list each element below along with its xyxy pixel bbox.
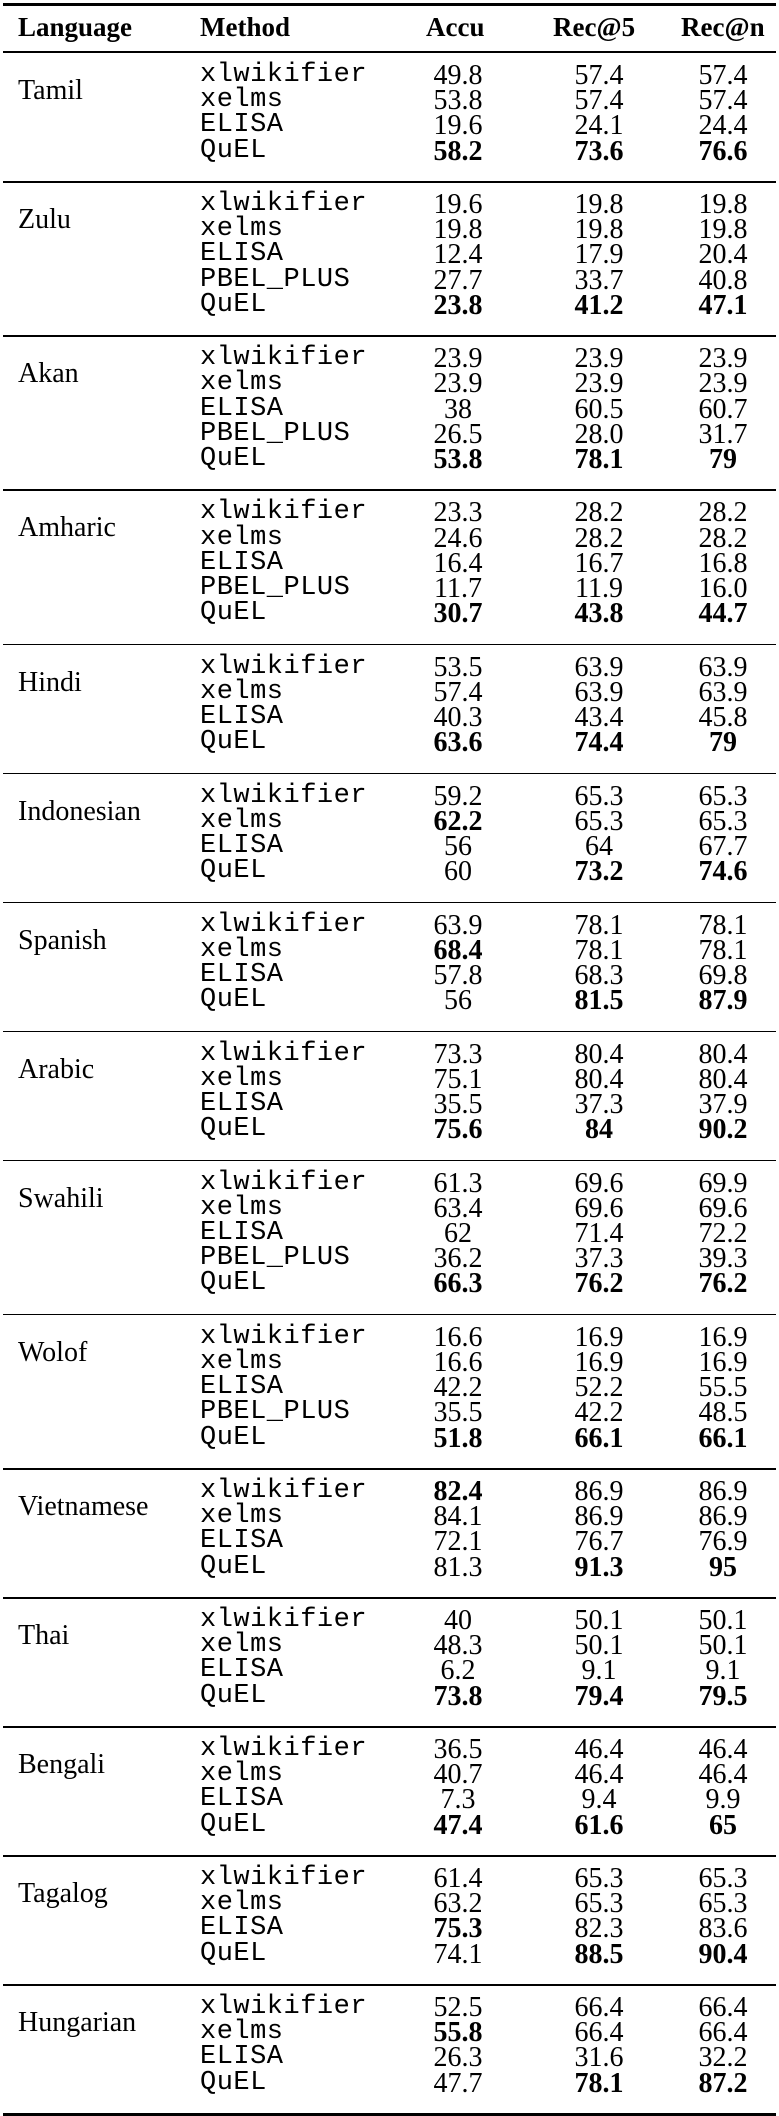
accu-cell: 16.6: [433, 1347, 483, 1378]
accu-cell: 75.1: [433, 1063, 483, 1095]
rec5-cell: 9.4: [581, 1784, 617, 1816]
accu-cell: 84.1: [433, 1501, 483, 1533]
method-cell: ELISA: [200, 239, 284, 270]
recn-cell: 80.4: [698, 1038, 748, 1070]
accu-cell: 16.4: [433, 547, 483, 579]
rec5-cell: 37.3: [574, 1243, 624, 1275]
method-cell: ELISA: [200, 1913, 284, 1944]
accu-cell: 51.8: [433, 1422, 483, 1454]
method-cell: xelms: [200, 85, 284, 116]
rec5-cell: 73.2: [574, 856, 624, 888]
accu-cell: 19.8: [433, 214, 483, 246]
accu-cell: 57.4: [433, 676, 483, 708]
language-label: Indonesian: [18, 795, 141, 827]
rec5-cell: 50.1: [574, 1605, 624, 1636]
top-rule: [3, 3, 776, 6]
method-cell: ELISA: [200, 1526, 284, 1557]
recn-cell: 16.0: [698, 573, 748, 604]
group-rule: [3, 1984, 776, 1986]
recn-cell: 57.4: [698, 60, 748, 91]
rec5-cell: 46.4: [574, 1734, 624, 1765]
method-cell: xlwikifier: [200, 60, 368, 90]
group-rule: [3, 181, 776, 183]
method-cell: xlwikifier: [200, 1476, 368, 1506]
method-cell: QuEL: [200, 135, 267, 166]
recn-cell: 37.9: [698, 1089, 748, 1120]
method-cell: QuEL: [200, 1268, 267, 1299]
rec5-cell: 78.1: [574, 2067, 624, 2099]
rec5-cell: 68.3: [574, 960, 624, 991]
recn-cell: 39.3: [698, 1243, 748, 1275]
rec5-cell: 9.1: [581, 1655, 617, 1687]
accu-cell: 62: [444, 1218, 472, 1249]
method-cell: xelms: [200, 676, 284, 707]
method-cell: QuEL: [200, 1938, 267, 1969]
recn-cell: 63.9: [698, 676, 748, 708]
accu-cell: 48.3: [433, 1630, 483, 1662]
language-label: Tamil: [18, 75, 83, 106]
accu-cell: 26.3: [433, 2042, 483, 2074]
language-label: Wolof: [18, 1336, 88, 1368]
recn-cell: 87.9: [698, 985, 748, 1017]
accu-cell: 68.4: [433, 934, 483, 966]
method-cell: QuEL: [200, 2067, 267, 2098]
method-cell: QuEL: [200, 1680, 267, 1711]
recn-cell: 76.6: [698, 135, 748, 167]
accu-cell: 47.4: [433, 1809, 483, 1841]
recn-cell: 16.9: [698, 1321, 748, 1353]
recn-cell: 66.1: [698, 1422, 748, 1454]
recn-cell: 31.7: [698, 418, 748, 450]
accu-cell: 42.2: [433, 1372, 483, 1404]
method-cell: xlwikifier: [200, 1863, 368, 1893]
method-cell: QuEL: [200, 856, 267, 887]
method-cell: xelms: [200, 805, 284, 836]
accu-cell: 23.3: [433, 497, 483, 529]
group-rule: [3, 902, 776, 904]
group-rule: [3, 335, 776, 337]
rec5-cell: 82.3: [574, 1913, 624, 1945]
recn-cell: 66.4: [698, 1992, 748, 2023]
rec5-cell: 84: [585, 1114, 613, 1146]
recn-cell: 67.7: [698, 831, 748, 862]
recn-cell: 69.6: [698, 1192, 748, 1224]
rec5-cell: 16.9: [574, 1321, 624, 1353]
rec5-cell: 41.2: [574, 289, 624, 321]
rec5-cell: 43.8: [574, 598, 624, 630]
accu-cell: 63.6: [433, 727, 483, 759]
method-cell: xelms: [200, 1347, 284, 1377]
rec5-cell: 66.1: [574, 1422, 624, 1454]
method-cell: QuEL: [200, 444, 267, 474]
recn-cell: 50.1: [698, 1630, 748, 1662]
accu-cell: 75.6: [433, 1114, 483, 1146]
recn-cell: 46.4: [698, 1759, 748, 1791]
method-cell: QuEL: [200, 1551, 267, 1582]
recn-cell: 90.4: [698, 1938, 748, 1970]
method-cell: ELISA: [200, 1089, 284, 1119]
recn-cell: 69.9: [698, 1167, 748, 1199]
accu-cell: 27.7: [433, 264, 483, 296]
recn-cell: 76.9: [698, 1526, 748, 1558]
recn-cell: 65: [709, 1809, 737, 1841]
language-label: Zulu: [18, 204, 71, 235]
method-cell: xelms: [200, 1759, 284, 1790]
method-cell: xlwikifier: [200, 1321, 368, 1352]
recn-cell: 79: [709, 444, 737, 475]
method-cell: QuEL: [200, 1809, 267, 1840]
method-cell: PBEL_PLUS: [200, 1397, 351, 1428]
recn-cell: 86.9: [698, 1501, 748, 1533]
method-cell: xlwikifier: [200, 343, 368, 374]
recn-cell: 80.4: [698, 1063, 748, 1095]
accu-cell: 40.3: [433, 702, 483, 733]
method-cell: ELISA: [200, 960, 284, 990]
language-label: Spanish: [18, 924, 107, 956]
rec5-cell: 24.1: [574, 110, 624, 142]
method-cell: ELISA: [200, 110, 284, 141]
method-cell: QuEL: [200, 289, 267, 320]
accu-cell: 73.3: [433, 1038, 483, 1070]
group-rule: [3, 489, 776, 491]
accu-cell: 53.8: [433, 444, 483, 475]
accu-cell: 12.4: [433, 239, 483, 271]
recn-cell: 90.2: [698, 1114, 748, 1146]
header-accu: Accu: [426, 12, 485, 42]
accu-cell: 26.5: [433, 418, 483, 450]
recn-cell: 46.4: [698, 1734, 748, 1765]
accu-cell: 35.5: [433, 1089, 483, 1120]
language-label: Vietnamese: [18, 1491, 149, 1522]
accu-cell: 82.4: [433, 1476, 483, 1507]
recn-cell: 28.2: [698, 522, 748, 554]
method-cell: xlwikifier: [200, 780, 368, 811]
accu-cell: 61.4: [433, 1863, 483, 1894]
method-cell: ELISA: [200, 1218, 284, 1248]
rec5-cell: 65.3: [574, 1888, 624, 1920]
accu-cell: 36.5: [433, 1734, 483, 1765]
accu-cell: 60: [444, 856, 472, 888]
recn-cell: 65.3: [698, 805, 748, 837]
header-language: Language: [18, 12, 133, 42]
accu-cell: 52.5: [433, 1992, 483, 2023]
accu-cell: 11.7: [434, 573, 482, 604]
recn-cell: 20.4: [698, 239, 748, 271]
method-cell: xelms: [200, 1063, 284, 1094]
method-cell: xlwikifier: [200, 189, 368, 219]
method-cell: PBEL_PLUS: [200, 1243, 351, 1274]
group-rule: [3, 1726, 776, 1728]
group-rule: [3, 644, 776, 646]
method-cell: xelms: [200, 1501, 284, 1532]
recn-cell: 87.2: [698, 2067, 748, 2099]
accu-cell: 35.5: [433, 1397, 483, 1429]
recn-cell: 79.5: [698, 1680, 748, 1712]
rec5-cell: 31.6: [574, 2042, 624, 2074]
method-cell: xelms: [200, 934, 284, 965]
rec5-cell: 88.5: [574, 1938, 624, 1970]
rec5-cell: 28.2: [574, 522, 624, 554]
rec5-cell: 57.4: [574, 85, 624, 117]
rec5-cell: 66.4: [574, 2017, 624, 2049]
method-cell: xelms: [200, 1888, 284, 1919]
rec5-cell: 76.2: [574, 1268, 624, 1300]
method-cell: ELISA: [200, 2042, 284, 2073]
method-cell: xelms: [200, 1192, 284, 1223]
method-cell: ELISA: [200, 393, 284, 424]
recn-cell: 47.1: [698, 289, 748, 321]
rec5-cell: 60.5: [574, 393, 624, 425]
recn-cell: 78.1: [698, 909, 748, 941]
recn-cell: 32.2: [698, 2042, 748, 2074]
rec5-cell: 23.9: [574, 368, 624, 400]
method-cell: xlwikifier: [200, 1992, 368, 2022]
recn-cell: 79: [709, 727, 737, 759]
language-label: Amharic: [18, 512, 116, 544]
language-label: Hindi: [18, 666, 82, 698]
rec5-cell: 78.1: [574, 934, 624, 966]
method-cell: PBEL_PLUS: [200, 418, 351, 449]
accu-cell: 75.3: [433, 1913, 483, 1945]
header-rule: [3, 51, 776, 53]
rec5-cell: 80.4: [574, 1038, 624, 1070]
accu-cell: 57.8: [433, 960, 483, 991]
rec5-cell: 11.9: [575, 573, 623, 604]
rec5-cell: 91.3: [574, 1551, 624, 1583]
rec5-cell: 63.9: [574, 676, 624, 708]
recn-cell: 55.5: [698, 1372, 748, 1404]
recn-cell: 63.9: [698, 651, 748, 683]
rec5-cell: 37.3: [574, 1089, 624, 1120]
rec5-cell: 19.8: [574, 214, 624, 246]
group-rule: [3, 1597, 776, 1599]
method-cell: xelms: [200, 1630, 284, 1661]
language-label: Arabic: [18, 1053, 95, 1085]
recn-cell: 48.5: [698, 1397, 748, 1429]
accu-cell: 19.6: [433, 189, 483, 220]
rec5-cell: 64: [585, 831, 613, 862]
accu-cell: 7.3: [440, 1784, 476, 1816]
rec5-cell: 16.9: [574, 1347, 624, 1378]
rec5-cell: 23.9: [574, 343, 624, 375]
accu-cell: 23.9: [433, 368, 483, 400]
rec5-cell: 69.6: [574, 1167, 624, 1199]
rec5-cell: 42.2: [574, 1397, 624, 1429]
method-cell: ELISA: [200, 1655, 284, 1686]
rec5-cell: 17.9: [574, 239, 624, 271]
recn-cell: 60.7: [698, 393, 748, 425]
accu-cell: 73.8: [433, 1680, 483, 1712]
accu-cell: 47.7: [433, 2067, 483, 2099]
rec5-cell: 73.6: [574, 135, 624, 167]
rec5-cell: 76.7: [574, 1526, 624, 1558]
method-cell: xlwikifier: [200, 1167, 368, 1198]
accu-cell: 23.8: [433, 289, 483, 321]
rec5-cell: 63.9: [574, 651, 624, 683]
rec5-cell: 46.4: [574, 1759, 624, 1791]
rec5-cell: 65.3: [574, 780, 624, 812]
recn-cell: 23.9: [698, 343, 748, 375]
recn-cell: 65.3: [698, 1888, 748, 1920]
accu-cell: 24.6: [433, 522, 483, 554]
method-cell: ELISA: [200, 702, 284, 732]
recn-cell: 66.4: [698, 2017, 748, 2049]
recn-cell: 40.8: [698, 264, 748, 296]
accu-cell: 6.2: [440, 1655, 476, 1687]
accu-cell: 63.4: [433, 1192, 483, 1224]
method-cell: QuEL: [200, 598, 267, 629]
recn-cell: 76.2: [698, 1268, 748, 1300]
rec5-cell: 80.4: [574, 1063, 624, 1095]
language-label: Hungarian: [18, 2007, 137, 2038]
recn-cell: 69.8: [698, 960, 748, 991]
rec5-cell: 71.4: [574, 1218, 624, 1249]
method-cell: QuEL: [200, 727, 267, 758]
rec5-cell: 52.2: [574, 1372, 624, 1404]
recn-cell: 16.9: [698, 1347, 748, 1378]
group-rule: [3, 1314, 776, 1316]
accu-cell: 66.3: [433, 1268, 483, 1300]
accu-cell: 16.6: [433, 1321, 483, 1353]
rec5-cell: 66.4: [574, 1992, 624, 2023]
rec5-cell: 69.6: [574, 1192, 624, 1224]
group-rule: [3, 1855, 776, 1857]
recn-cell: 45.8: [698, 702, 748, 733]
method-cell: ELISA: [200, 831, 284, 861]
recn-cell: 74.6: [698, 856, 748, 888]
accu-cell: 23.9: [433, 343, 483, 375]
method-cell: xlwikifier: [200, 651, 368, 682]
language-label: Bengali: [18, 1749, 106, 1780]
accu-cell: 59.2: [433, 780, 483, 812]
method-cell: xlwikifier: [200, 1038, 368, 1069]
method-cell: ELISA: [200, 1784, 284, 1815]
method-cell: xlwikifier: [200, 1734, 368, 1764]
method-cell: ELISA: [200, 547, 284, 578]
accu-cell: 40: [444, 1605, 472, 1636]
recn-cell: 19.8: [698, 189, 748, 220]
method-cell: xlwikifier: [200, 497, 368, 528]
method-cell: QuEL: [200, 985, 267, 1016]
recn-cell: 72.2: [698, 1218, 748, 1249]
rec5-cell: 81.5: [574, 985, 624, 1017]
group-rule: [3, 773, 776, 775]
accu-cell: 36.2: [433, 1243, 483, 1275]
recn-cell: 65.3: [698, 1863, 748, 1894]
method-cell: xelms: [200, 2017, 284, 2048]
method-cell: PBEL_PLUS: [200, 264, 351, 295]
accu-cell: 53.8: [433, 85, 483, 117]
accu-cell: 81.3: [433, 1551, 483, 1583]
rec5-cell: 78.1: [574, 909, 624, 941]
rec5-cell: 65.3: [574, 805, 624, 837]
recn-cell: 28.2: [698, 497, 748, 529]
accu-cell: 58.2: [433, 135, 483, 167]
method-cell: xelms: [200, 368, 284, 399]
rec5-cell: 86.9: [574, 1501, 624, 1533]
header-recn: Rec@n: [681, 12, 765, 42]
recn-cell: 44.7: [698, 598, 748, 630]
method-cell: xlwikifier: [200, 909, 368, 940]
rec5-cell: 86.9: [574, 1476, 624, 1507]
accu-cell: 53.5: [433, 651, 483, 683]
rec5-cell: 28.0: [574, 418, 624, 450]
rec5-cell: 28.2: [574, 497, 624, 529]
recn-cell: 19.8: [698, 214, 748, 246]
header-method: Method: [200, 12, 290, 42]
recn-cell: 16.8: [698, 547, 748, 579]
accu-cell: 49.8: [433, 60, 483, 91]
accu-cell: 72.1: [433, 1526, 483, 1558]
rec5-cell: 57.4: [574, 60, 624, 91]
recn-cell: 78.1: [698, 934, 748, 966]
accu-cell: 55.8: [433, 2017, 483, 2049]
accu-cell: 74.1: [433, 1938, 483, 1970]
rec5-cell: 19.8: [574, 189, 624, 220]
recn-cell: 24.4: [698, 110, 748, 142]
rec5-cell: 16.7: [574, 547, 624, 579]
accu-cell: 63.2: [433, 1888, 483, 1920]
method-cell: xelms: [200, 214, 284, 245]
accu-cell: 40.7: [433, 1759, 483, 1791]
group-rule: [3, 1160, 776, 1162]
accu-cell: 56: [444, 985, 472, 1017]
group-rule: [3, 1031, 776, 1033]
recn-cell: 23.9: [698, 368, 748, 400]
group-rule: [3, 1468, 776, 1470]
accu-cell: 38: [444, 393, 472, 425]
rec5-cell: 61.6: [574, 1809, 624, 1841]
rec5-cell: 43.4: [574, 702, 624, 733]
rec5-cell: 79.4: [574, 1680, 624, 1712]
method-cell: xelms: [200, 522, 284, 553]
language-label: Akan: [18, 358, 79, 390]
recn-cell: 9.1: [705, 1655, 741, 1687]
method-cell: QuEL: [200, 1422, 267, 1453]
recn-cell: 83.6: [698, 1913, 748, 1945]
accu-cell: 30.7: [433, 598, 483, 630]
rec5-cell: 78.1: [574, 444, 624, 475]
method-cell: QuEL: [200, 1114, 267, 1145]
accu-cell: 62.2: [433, 805, 483, 837]
language-label: Swahili: [18, 1182, 104, 1214]
method-cell: xlwikifier: [200, 1605, 368, 1635]
accu-cell: 61.3: [433, 1167, 483, 1199]
recn-cell: 9.9: [705, 1784, 741, 1816]
language-label: Thai: [18, 1620, 70, 1651]
accu-cell: 56: [444, 831, 472, 862]
method-cell: ELISA: [200, 1372, 284, 1403]
header-rec5: Rec@5: [553, 12, 636, 42]
rec5-cell: 65.3: [574, 1863, 624, 1894]
method-cell: PBEL_PLUS: [200, 573, 351, 603]
rec5-cell: 33.7: [574, 264, 624, 296]
recn-cell: 65.3: [698, 780, 748, 812]
recn-cell: 86.9: [698, 1476, 748, 1507]
rec5-cell: 74.4: [574, 727, 624, 759]
accu-cell: 19.6: [433, 110, 483, 142]
rec5-cell: 50.1: [574, 1630, 624, 1662]
recn-cell: 95: [709, 1551, 737, 1583]
recn-cell: 57.4: [698, 85, 748, 117]
recn-cell: 50.1: [698, 1605, 748, 1636]
accu-cell: 63.9: [433, 909, 483, 941]
language-label: Tagalog: [18, 1878, 108, 1909]
